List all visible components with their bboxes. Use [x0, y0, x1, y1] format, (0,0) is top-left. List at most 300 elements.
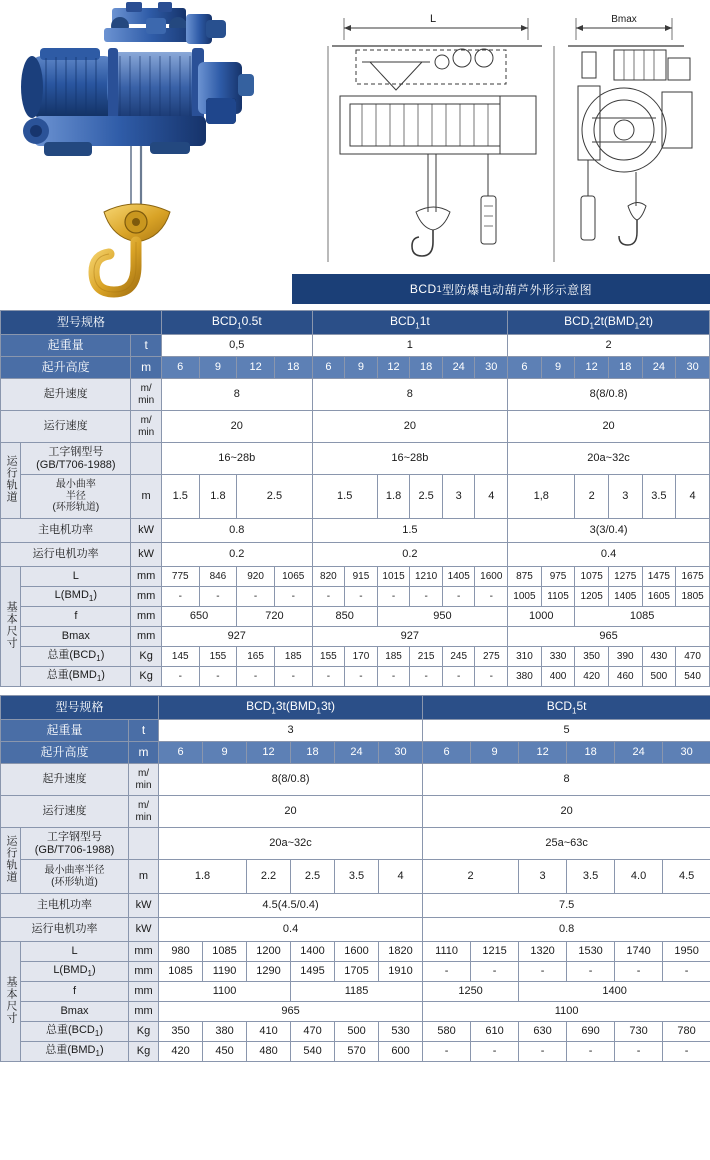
lift-height-cell: 24: [642, 357, 676, 379]
Lbmd-cell: 1405: [608, 587, 642, 607]
table1-header-row: [1, 311, 710, 335]
Lbmd-cell: 1190: [203, 962, 247, 982]
total-bmd-label-2: 总重$(BMD_1)$: [21, 1042, 129, 1062]
total-bcd-cell: 690: [567, 1022, 615, 1042]
lift-speed-row-2: [1, 764, 710, 796]
travel-speed-label: 运行速度: [1, 411, 131, 443]
travel-motor-label-2: 运行电机功率: [1, 918, 129, 942]
total-bmd-cell: -: [663, 1042, 710, 1062]
spec-table-1: [0, 310, 710, 687]
Lbmd-cell: -: [312, 587, 345, 607]
lift-height-cell: 12: [247, 742, 291, 764]
Lbmd-unit: mm: [131, 587, 162, 607]
lift-height-cell: 18: [410, 357, 443, 379]
beam-label2-line1: 工字钢型号: [47, 830, 102, 843]
L-cell: 1015: [377, 567, 410, 587]
total-bmd-cell: 600: [379, 1042, 423, 1062]
L-label: L: [21, 567, 131, 587]
main-motor-row-2: [1, 894, 710, 918]
L-cell: 975: [541, 567, 575, 587]
total-bmd-cell: -: [567, 1042, 615, 1062]
total-bmd-label: 总重$(BMD_1)$: [21, 667, 131, 687]
Lbmd-cell: -: [663, 962, 710, 982]
total-bmd-cell: -: [161, 667, 199, 687]
radius-label-line1: 最小曲率: [55, 479, 96, 491]
model-col-1: $BCD_10.5t$: [161, 311, 312, 335]
total-bmd-cell: -: [615, 1042, 663, 1062]
lift-height-cell: 12: [237, 357, 275, 379]
L-cell: 1110: [423, 942, 471, 962]
rail-group-label: [1, 443, 21, 519]
radius-cell: 4.5: [663, 860, 710, 894]
total-bcd-cell: 165: [237, 647, 275, 667]
main-motor-value-4: 4.5(4.5/0.4): [159, 894, 423, 918]
lift-height-cell: 18: [567, 742, 615, 764]
L-label-2: L: [21, 942, 129, 962]
rail-group-text-2: 运行轨道: [5, 834, 17, 883]
radius-cell: 3: [442, 475, 475, 519]
lift-height-cell: 6: [423, 742, 471, 764]
f-label: f: [21, 607, 131, 627]
total-bcd-cell: 630: [519, 1022, 567, 1042]
lift-height-cell: 18: [608, 357, 642, 379]
L-row: [1, 567, 710, 587]
total-bcd-unit-2: Kg: [129, 1022, 159, 1042]
travel-speed-row-2: [1, 796, 710, 828]
radius-cell: 1.8: [377, 475, 410, 519]
total-bmd-unit-2: Kg: [129, 1042, 159, 1062]
L-row-2: [1, 942, 710, 962]
L-cell: 1210: [410, 567, 443, 587]
lift-height-cell: 30: [379, 742, 423, 764]
radius-cell: 2.5: [410, 475, 443, 519]
total-bmd-cell: -: [410, 667, 443, 687]
L-cell: 1475: [642, 567, 676, 587]
capacity-label: 起重量: [1, 335, 131, 357]
bmax-label-2: Bmax: [21, 1002, 129, 1022]
radius-cell: 2: [423, 860, 519, 894]
total-bcd-label-2: 总重$(BCD_1)$: [21, 1022, 129, 1042]
beam-label-line1: 工字钢型号: [48, 445, 104, 458]
dim-group-text-2: 基本尺寸: [5, 975, 17, 1024]
total-bcd-cell: 410: [247, 1022, 291, 1042]
bmax-cell: 927: [161, 627, 312, 647]
Lbmd-cell: -: [475, 587, 508, 607]
radius-label2-line2: (环形轨道): [51, 876, 98, 888]
travel-motor-row-2: [1, 918, 710, 942]
lift-height-cell: 24: [615, 742, 663, 764]
Lbmd-cell: 1105: [541, 587, 575, 607]
L-cell: 1275: [608, 567, 642, 587]
total-bmd-cell: -: [423, 1042, 471, 1062]
lift-height-cell: 9: [541, 357, 575, 379]
total-bcd-cell: 430: [642, 647, 676, 667]
main-motor-label-2: 主电机功率: [1, 894, 129, 918]
Lbmd-cell: -: [274, 587, 312, 607]
radius-label-2: [21, 860, 129, 894]
travel-motor-label: 运行电机功率: [1, 543, 131, 567]
capacity-value-2: 1: [312, 335, 508, 357]
model-col-2: $BCD_11t$: [312, 311, 508, 335]
radius-cell: 1.8: [159, 860, 247, 894]
beam-value-1: 16~28b: [161, 443, 312, 475]
caption-pre: BCD: [409, 282, 437, 296]
total-bmd-cell: -: [471, 1042, 519, 1062]
f-cell: 720: [237, 607, 312, 627]
travel-motor-row: [1, 543, 710, 567]
total-bmd-unit: Kg: [131, 667, 162, 687]
capacity-value-5: 5: [423, 720, 710, 742]
radius-row-2: [1, 860, 710, 894]
radius-label: [21, 475, 131, 519]
lift-speed-value-1: 8: [161, 379, 312, 411]
lift-height-unit: m: [131, 357, 162, 379]
lift-height-cell: 9: [471, 742, 519, 764]
dimension-label-L: L: [429, 13, 437, 25]
L-cell: 775: [161, 567, 199, 587]
Lbmd-cell: 1005: [508, 587, 542, 607]
travel-speed-value-5: 20: [423, 796, 710, 828]
bmax-cell: 965: [508, 627, 710, 647]
travel-motor-value-2: 0.2: [312, 543, 508, 567]
f-cell: 1000: [508, 607, 575, 627]
L-cell: 1065: [274, 567, 312, 587]
L-cell: 820: [312, 567, 345, 587]
bmax-cell: 927: [312, 627, 508, 647]
dim-group-label: [1, 567, 21, 687]
Lbmd-cell: 1910: [379, 962, 423, 982]
beam-label2-line2: (GB/T706-1988): [34, 843, 115, 856]
lift-height-cell: 24: [442, 357, 475, 379]
total-bcd-cell: 155: [199, 647, 237, 667]
diagram-caption: [292, 274, 710, 304]
f-cell: 1085: [575, 607, 710, 627]
beam-row: [1, 443, 710, 475]
total-bcd-cell: 610: [471, 1022, 519, 1042]
L-cell: 980: [159, 942, 203, 962]
travel-speed-unit-2: m/ min: [129, 796, 159, 828]
lift-height-cell: 12: [575, 357, 609, 379]
Lbmd-cell: -: [161, 587, 199, 607]
total-bcd-cell: 330: [541, 647, 575, 667]
main-motor-value-2: 1.5: [312, 519, 508, 543]
beam-value-5: 25a~63c: [423, 828, 710, 860]
lift-height-cell: 9: [345, 357, 378, 379]
main-motor-value-1: 0.8: [161, 519, 312, 543]
lift-height-label-2: 起升高度: [1, 742, 129, 764]
f-unit: mm: [131, 607, 162, 627]
total-bmd-cell: -: [377, 667, 410, 687]
main-motor-value-5: 7.5: [423, 894, 710, 918]
total-bcd-unit: Kg: [131, 647, 162, 667]
radius-cell: 4: [475, 475, 508, 519]
total-bmd-cell: -: [312, 667, 345, 687]
radius-cell: 2.2: [247, 860, 291, 894]
travel-motor-value-4: 0.4: [159, 918, 423, 942]
total-bmd-cell: 500: [642, 667, 676, 687]
Lbmd-cell: 1290: [247, 962, 291, 982]
lift-speed-value-3: 8(8/0.8): [508, 379, 710, 411]
Lbmd-cell: 1205: [575, 587, 609, 607]
radius-cell: 2: [575, 475, 609, 519]
L-cell: 1400: [291, 942, 335, 962]
travel-motor-value-3: 0.4: [508, 543, 710, 567]
beam-unit-2: [129, 828, 159, 860]
radius-cell: 3: [608, 475, 642, 519]
total-bcd-cell: 470: [676, 647, 710, 667]
total-bmd-cell: -: [199, 667, 237, 687]
L-cell: 915: [345, 567, 378, 587]
lift-height-cell: 18: [274, 357, 312, 379]
radius-label2-line1: 最小曲率半径: [44, 865, 105, 876]
beam-value-4: 20a~32c: [159, 828, 423, 860]
L-cell: 846: [199, 567, 237, 587]
radius-unit: m: [131, 475, 162, 519]
caption-post: 型防爆电动葫芦外形示意图: [442, 282, 593, 297]
beam-unit: [131, 443, 162, 475]
model-col-4: $BCD_13t(BMD_13t)$: [159, 696, 423, 720]
main-motor-unit-2: kW: [129, 894, 159, 918]
f-cell: 1185: [291, 982, 423, 1002]
main-motor-row: [1, 519, 710, 543]
total-bmd-row-2: [1, 1042, 710, 1062]
travel-speed-value-4: 20: [159, 796, 423, 828]
f-cell: 1250: [423, 982, 519, 1002]
total-bmd-cell: 540: [676, 667, 710, 687]
total-bcd-cell: 350: [159, 1022, 203, 1042]
lift-speed-unit-2: m/ min: [129, 764, 159, 796]
Lbmd-cell: 1805: [676, 587, 710, 607]
L-cell: 1085: [203, 942, 247, 962]
total-bcd-row: [1, 647, 710, 667]
radius-label-line2: 半径: [65, 490, 86, 502]
total-bmd-cell: 460: [608, 667, 642, 687]
travel-speed-row: [1, 411, 710, 443]
lift-speed-label-2: 起升速度: [1, 764, 129, 796]
total-bcd-cell: 245: [442, 647, 475, 667]
model-spec-header: 型号规格: [1, 311, 162, 335]
Lbmd-cell: 1495: [291, 962, 335, 982]
total-bcd-row-2: [1, 1022, 710, 1042]
capacity-label-2: 起重量: [1, 720, 129, 742]
Lbmd-cell: -: [345, 587, 378, 607]
lift-height-cell: 9: [199, 357, 237, 379]
beam-value-3: 20a~32c: [508, 443, 710, 475]
main-motor-value-3: 3(3/0.4): [508, 519, 710, 543]
lift-height-cell: 6: [312, 357, 345, 379]
capacity-row-2: [1, 720, 710, 742]
total-bmd-cell: 540: [291, 1042, 335, 1062]
radius-cell: 1,8: [508, 475, 575, 519]
total-bmd-cell: 450: [203, 1042, 247, 1062]
L-cell: 1530: [567, 942, 615, 962]
lift-height-cell: 24: [335, 742, 379, 764]
total-bmd-cell: 420: [575, 667, 609, 687]
Lbmd-cell: -: [519, 962, 567, 982]
capacity-unit: t: [131, 335, 162, 357]
beam-row-2: [1, 828, 710, 860]
beam-label-2: [21, 828, 129, 860]
table-separator: [0, 687, 710, 695]
L-cell: 1320: [519, 942, 567, 962]
dim-group-text: 基本尺寸: [5, 600, 18, 649]
total-bcd-cell: 530: [379, 1022, 423, 1042]
radius-unit-2: m: [129, 860, 159, 894]
radius-cell: 2.5: [237, 475, 312, 519]
total-bmd-cell: -: [274, 667, 312, 687]
lift-speed-label: 起升速度: [1, 379, 131, 411]
total-bmd-cell: 480: [247, 1042, 291, 1062]
L-cell: 1200: [247, 942, 291, 962]
total-bmd-cell: 570: [335, 1042, 379, 1062]
radius-cell: 3.5: [642, 475, 676, 519]
travel-motor-value-5: 0.8: [423, 918, 710, 942]
L-cell: 920: [237, 567, 275, 587]
Lbmd-cell: -: [442, 587, 475, 607]
total-bmd-cell: -: [345, 667, 378, 687]
radius-cell: 4.0: [615, 860, 663, 894]
total-bcd-cell: 390: [608, 647, 642, 667]
L-cell: 1740: [615, 942, 663, 962]
lift-speed-value-2: 8: [312, 379, 508, 411]
model-col-3: $BCD_12t(BMD_12t)$: [508, 311, 710, 335]
L-cell: 1600: [335, 942, 379, 962]
bmax-label: Bmax: [21, 627, 131, 647]
lift-height-cell: 12: [519, 742, 567, 764]
L-cell: 1675: [676, 567, 710, 587]
Lbmd-label: $L(BMD_1)$: [21, 587, 131, 607]
total-bcd-cell: 310: [508, 647, 542, 667]
Lbmd-row: [1, 587, 710, 607]
lift-height-row-2: [1, 742, 710, 764]
radius-row: [1, 475, 710, 519]
dim-group-label-2: [1, 942, 21, 1062]
radius-cell: 3.5: [567, 860, 615, 894]
f-cell: 1100: [159, 982, 291, 1002]
bmax-row: [1, 627, 710, 647]
lift-height-cell: 12: [377, 357, 410, 379]
total-bmd-cell: 380: [508, 667, 542, 687]
bmax-cell: 1100: [423, 1002, 710, 1022]
f-cell: 950: [377, 607, 507, 627]
Lbmd-cell: -: [199, 587, 237, 607]
capacity-value-1: 0,5: [161, 335, 312, 357]
beam-label: [21, 443, 131, 475]
beam-label-line2: (GB/T706-1988): [36, 458, 116, 471]
total-bcd-cell: 780: [663, 1022, 710, 1042]
rail-group-label-2: [1, 828, 21, 894]
radius-cell: 1.8: [199, 475, 237, 519]
Lbmd-cell: 1085: [159, 962, 203, 982]
travel-speed-value-2: 20: [312, 411, 508, 443]
outline-drawing: [292, 0, 710, 272]
product-photo: [0, 0, 290, 310]
total-bmd-cell: 420: [159, 1042, 203, 1062]
f-row-2: [1, 982, 710, 1002]
total-bcd-cell: 185: [377, 647, 410, 667]
lift-height-cell: 9: [203, 742, 247, 764]
L-cell: 1820: [379, 942, 423, 962]
f-cell: 850: [312, 607, 377, 627]
L-cell: 1405: [442, 567, 475, 587]
table2-header-row: [1, 696, 710, 720]
f-cell: 650: [161, 607, 236, 627]
total-bcd-cell: 145: [161, 647, 199, 667]
capacity-value-3: 2: [508, 335, 710, 357]
Lbmd-cell: -: [410, 587, 443, 607]
travel-speed-value-3: 20: [508, 411, 710, 443]
dimension-label-Bmax: Bmax: [611, 14, 637, 25]
capacity-unit-2: t: [129, 720, 159, 742]
lift-height-cell: 30: [676, 357, 710, 379]
L-unit: mm: [131, 567, 162, 587]
lift-height-unit-2: m: [129, 742, 159, 764]
lift-height-cell: 18: [291, 742, 335, 764]
lift-height-cell: 6: [159, 742, 203, 764]
total-bcd-cell: 185: [274, 647, 312, 667]
total-bmd-cell: -: [442, 667, 475, 687]
Lbmd-cell: 1605: [642, 587, 676, 607]
radius-cell: 4: [676, 475, 710, 519]
travel-speed-unit: m/ min: [131, 411, 162, 443]
Lbmd-label-2: $L(BMD_1)$: [21, 962, 129, 982]
hoist-illustration: [0, 0, 290, 310]
lift-height-label: 起升高度: [1, 357, 131, 379]
total-bcd-cell: 275: [475, 647, 508, 667]
L-cell: 875: [508, 567, 542, 587]
bmax-cell: 965: [159, 1002, 423, 1022]
total-bcd-cell: 350: [575, 647, 609, 667]
capacity-row: [1, 335, 710, 357]
travel-motor-value-1: 0.2: [161, 543, 312, 567]
radius-cell: 3.5: [335, 860, 379, 894]
lift-speed-value-4: 8(8/0.8): [159, 764, 423, 796]
main-motor-unit: kW: [131, 519, 162, 543]
model-spec-header-2: 型号规格: [1, 696, 159, 720]
total-bmd-cell: -: [237, 667, 275, 687]
Lbmd-cell: -: [567, 962, 615, 982]
travel-motor-unit: kW: [131, 543, 162, 567]
f-cell: 1400: [519, 982, 710, 1002]
caption-sub: 1: [436, 284, 443, 294]
bmax-row-2: [1, 1002, 710, 1022]
rail-group-text: 运行轨道: [5, 454, 18, 503]
hero-section: [0, 0, 710, 310]
main-motor-label: 主电机功率: [1, 519, 131, 543]
dimension-diagram: [292, 0, 710, 272]
total-bcd-cell: 500: [335, 1022, 379, 1042]
lift-height-cell: 6: [161, 357, 199, 379]
bmax-unit: mm: [131, 627, 162, 647]
radius-cell: 3: [519, 860, 567, 894]
travel-speed-label-2: 运行速度: [1, 796, 129, 828]
total-bcd-cell: 155: [312, 647, 345, 667]
travel-speed-value-1: 20: [161, 411, 312, 443]
Lbmd-cell: -: [377, 587, 410, 607]
total-bcd-label: 总重$(BCD_1)$: [21, 647, 131, 667]
L-cell: 1950: [663, 942, 710, 962]
travel-motor-unit-2: kW: [129, 918, 159, 942]
total-bcd-cell: 215: [410, 647, 443, 667]
total-bcd-cell: 580: [423, 1022, 471, 1042]
lift-speed-unit: m/ min: [131, 379, 162, 411]
radius-cell: 1.5: [161, 475, 199, 519]
radius-cell: 2.5: [291, 860, 335, 894]
L-cell: 1075: [575, 567, 609, 587]
L-cell: 1600: [475, 567, 508, 587]
beam-value-2: 16~28b: [312, 443, 508, 475]
total-bmd-cell: -: [519, 1042, 567, 1062]
